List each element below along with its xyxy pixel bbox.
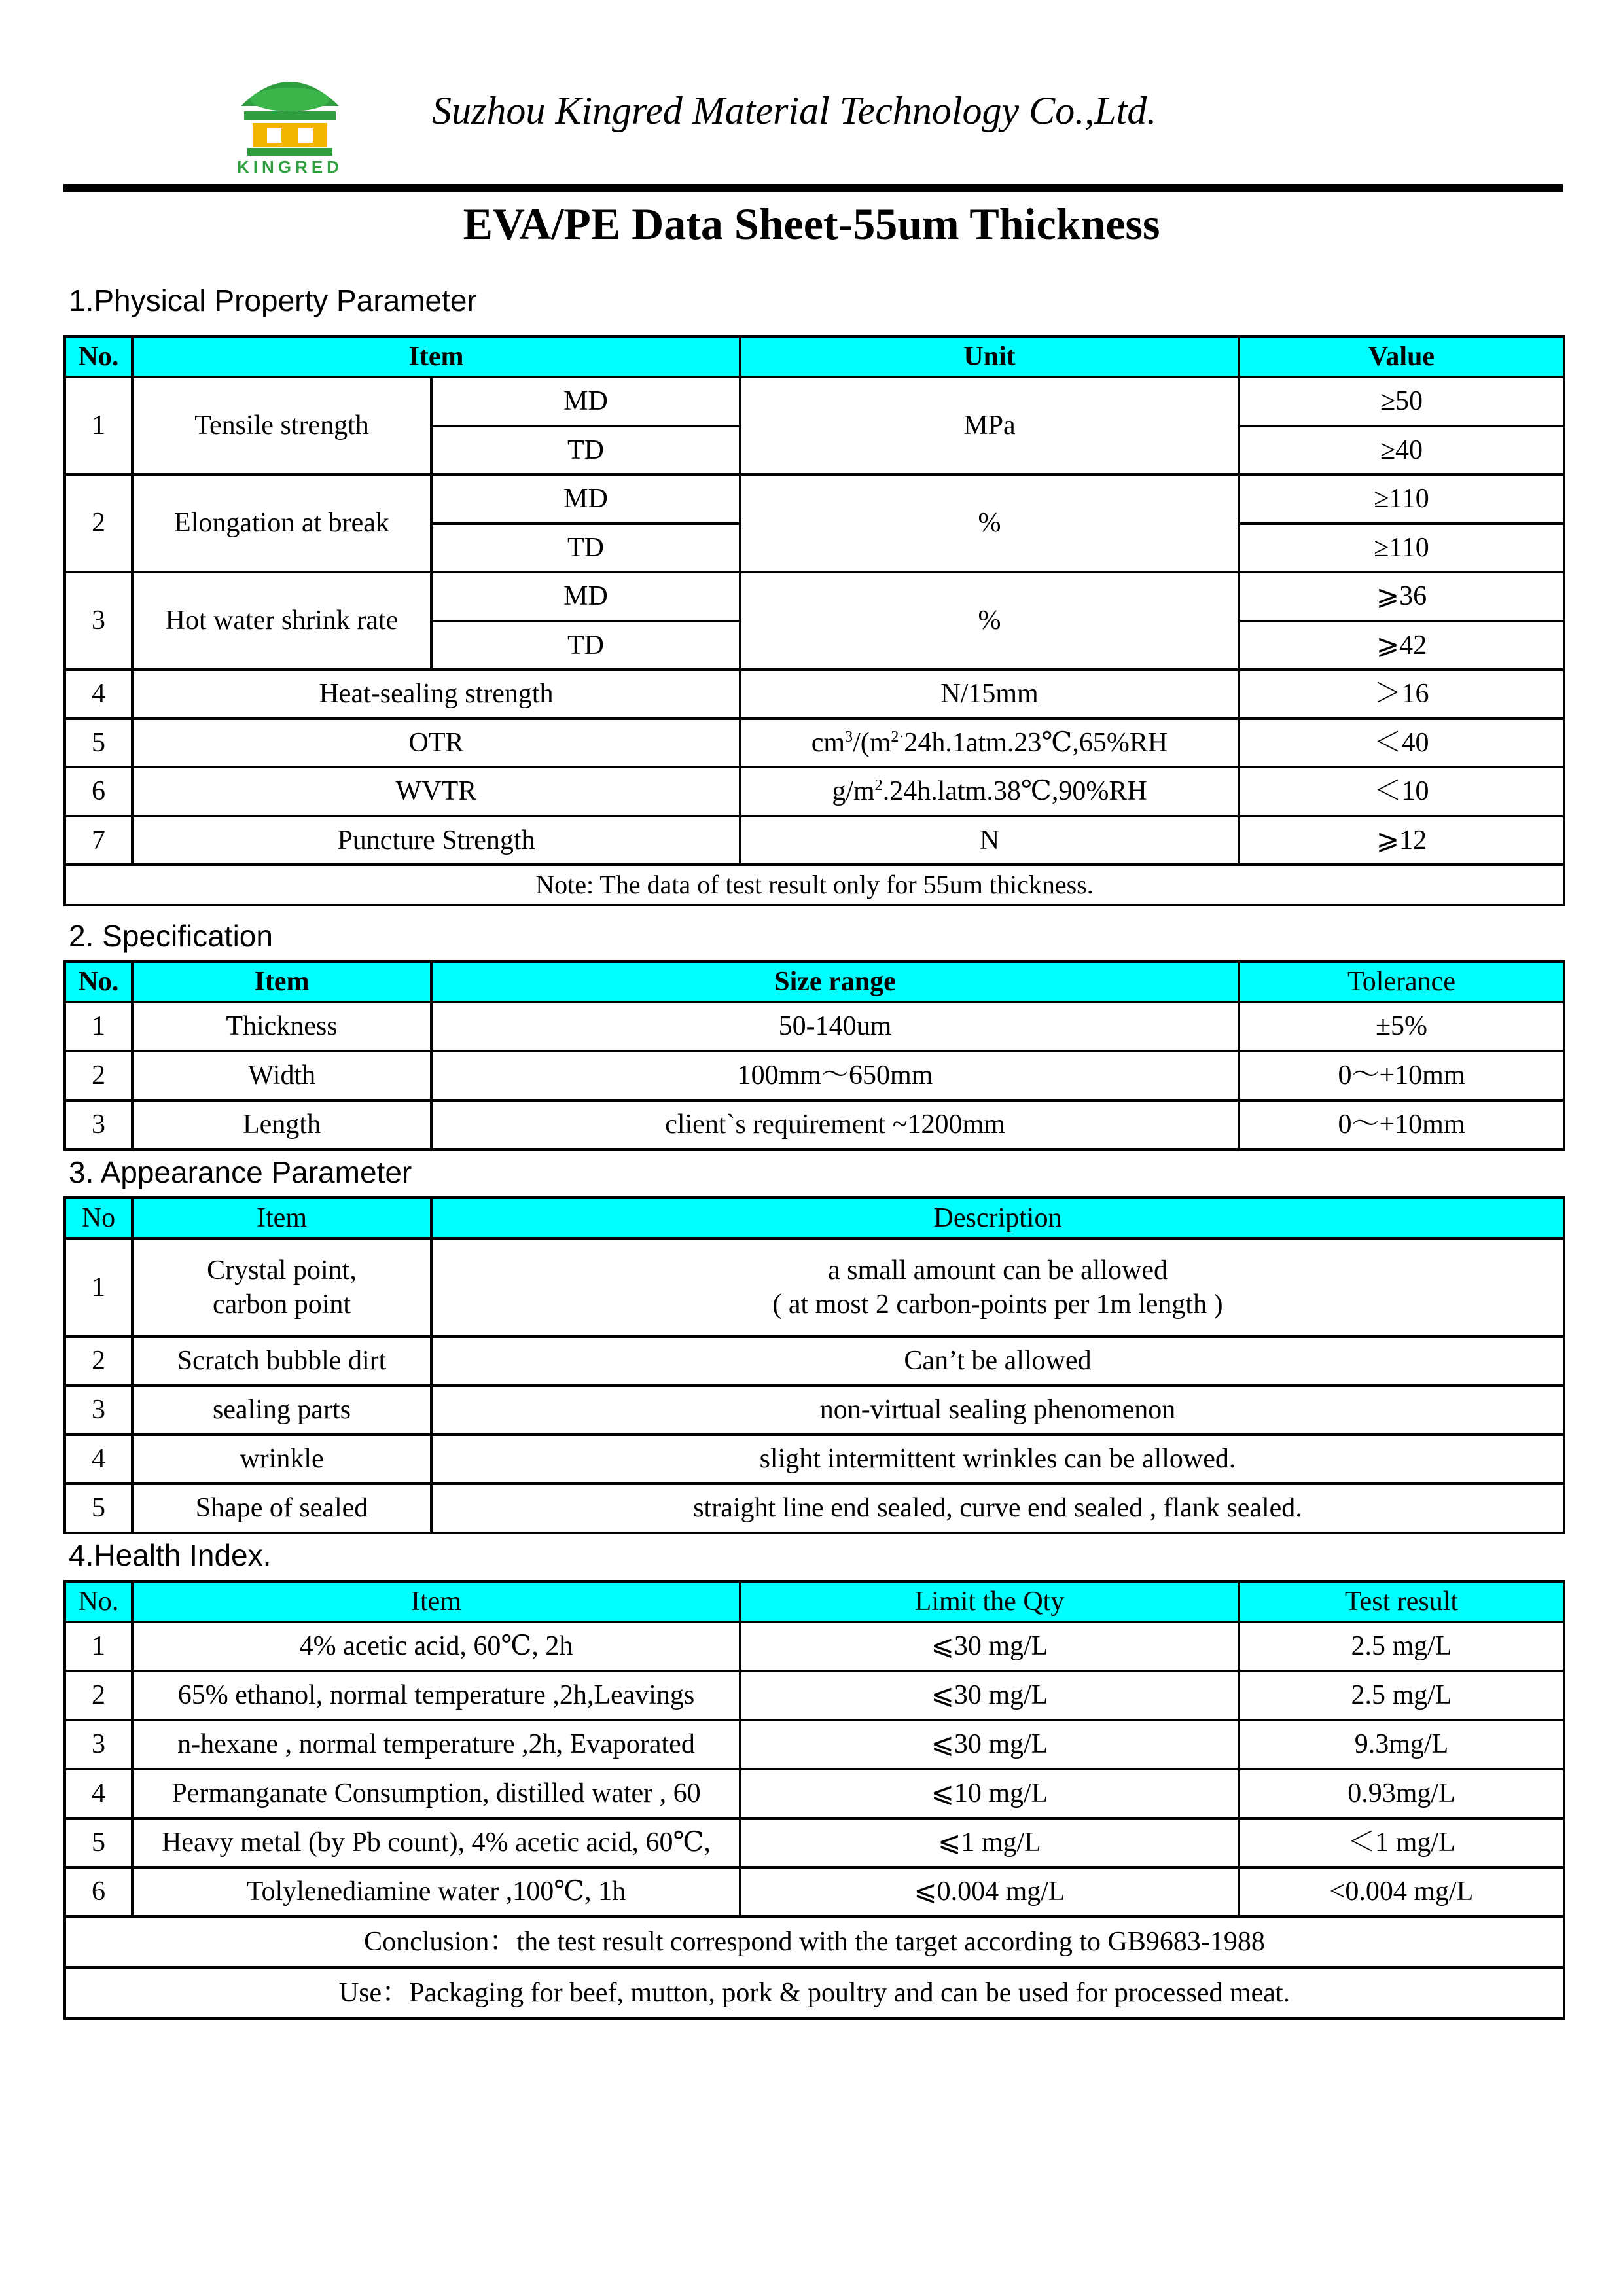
table-row xyxy=(65,1769,1564,1818)
row-no: 3 xyxy=(65,1386,132,1435)
row-result: <0.004 mg/L xyxy=(1239,1867,1564,1916)
row-value-td: ≥40 xyxy=(1239,426,1564,475)
row-item: Width xyxy=(132,1051,431,1100)
row-unit: % xyxy=(740,572,1239,670)
row-result: ＜1 mg/L xyxy=(1239,1818,1564,1867)
row-no: 6 xyxy=(65,767,132,816)
row-size: client`s requirement ~1200mm xyxy=(431,1100,1239,1149)
table-row xyxy=(65,1100,1564,1149)
row-unit: N xyxy=(740,816,1239,865)
row-no: 5 xyxy=(65,1818,132,1867)
row-value-td: ⩾42 xyxy=(1239,621,1564,670)
table-row xyxy=(65,1818,1564,1867)
table-row xyxy=(65,1002,1564,1051)
conclusion-row xyxy=(65,1916,1564,1967)
table-row xyxy=(65,1671,1564,1720)
row-description-line: a small amount can be allowed xyxy=(828,1255,1168,1285)
row-no: 1 xyxy=(65,1238,132,1336)
row-size: 100mm～650mm xyxy=(431,1051,1239,1100)
row-description: slight intermittent wrinkles can be allowed. xyxy=(431,1435,1564,1484)
row-tolerance: 0～+10mm xyxy=(1239,1100,1564,1149)
row-value-md: ≥50 xyxy=(1239,377,1564,426)
row-item: Elongation at break xyxy=(132,475,431,572)
section-heading-health: 4.Health Index. xyxy=(69,1538,272,1572)
row-no: 6 xyxy=(65,1867,132,1916)
company-name: Suzhou Kingred Material Technology Co.,Ltd. xyxy=(432,89,1157,132)
row-item: Permanganate Consumption, distilled water , 60 xyxy=(132,1769,740,1818)
header-item: Item xyxy=(132,961,431,1002)
row-unit xyxy=(740,719,1239,767)
table-row xyxy=(65,1435,1564,1484)
row-item: wrinkle xyxy=(132,1435,431,1484)
kingred-logo-icon xyxy=(228,65,352,177)
row-limit: ⩽30 mg/L xyxy=(740,1671,1239,1720)
row-tolerance: ±5% xyxy=(1239,1002,1564,1051)
row-item: n-hexane , normal temperature ,2h, Evaporated xyxy=(132,1720,740,1769)
row-item: Tensile strength xyxy=(132,377,431,475)
direction-td: TD xyxy=(431,426,740,475)
row-item xyxy=(132,1238,431,1336)
row-item: sealing parts xyxy=(132,1386,431,1435)
row-limit: ⩽1 mg/L xyxy=(740,1818,1239,1867)
section-heading-specification: 2. Specification xyxy=(69,919,273,953)
row-value: ＜40 xyxy=(1239,719,1564,767)
row-item: Scratch bubble dirt xyxy=(132,1336,431,1386)
unit-part: .24h.latm.38℃,90%RH xyxy=(882,776,1147,807)
header-unit: Unit xyxy=(740,336,1239,377)
specification-table xyxy=(63,960,1565,1151)
table-row xyxy=(65,1336,1564,1386)
table-note: Note: The data of test result only for 55um thickness. xyxy=(65,865,1564,905)
direction-md: MD xyxy=(431,377,740,426)
table-row xyxy=(65,1867,1564,1916)
row-result: 9.3mg/L xyxy=(1239,1720,1564,1769)
row-no: 4 xyxy=(65,670,132,719)
row-no: 7 xyxy=(65,816,132,865)
row-no: 3 xyxy=(65,1100,132,1149)
table-row xyxy=(65,1484,1564,1533)
table-header-row xyxy=(65,1198,1564,1238)
table-row xyxy=(65,767,1564,816)
row-description xyxy=(431,1238,1564,1336)
physical-property-table xyxy=(63,335,1565,906)
row-item-line: Crystal point, xyxy=(207,1255,357,1285)
table-header-row xyxy=(65,961,1564,1002)
row-no: 5 xyxy=(65,719,132,767)
row-no: 4 xyxy=(65,1435,132,1484)
header-no: No. xyxy=(65,336,132,377)
health-index-table xyxy=(63,1580,1565,2020)
row-unit: MPa xyxy=(740,377,1239,475)
row-description: straight line end sealed, curve end sealed , flank sealed. xyxy=(431,1484,1564,1533)
row-size: 50-140um xyxy=(431,1002,1239,1051)
row-description: non-virtual sealing phenomenon xyxy=(431,1386,1564,1435)
row-no: 3 xyxy=(65,572,132,670)
row-item: Hot water shrink rate xyxy=(132,572,431,670)
unit-part: /(m xyxy=(853,727,891,758)
header-divider xyxy=(63,184,1563,192)
page-title: EVA/PE Data Sheet-55um Thickness xyxy=(463,199,1160,249)
row-item: Length xyxy=(132,1100,431,1149)
row-no: 4 xyxy=(65,1769,132,1818)
row-no: 2 xyxy=(65,1671,132,1720)
row-value: ＜10 xyxy=(1239,767,1564,816)
row-item: Heat-sealing strength xyxy=(132,670,740,719)
table-row xyxy=(65,1238,1564,1336)
row-item: Puncture Strength xyxy=(132,816,740,865)
unit-part: cm xyxy=(811,727,846,758)
table-row xyxy=(65,1386,1564,1435)
row-item: WVTR xyxy=(132,767,740,816)
header-item: Item xyxy=(132,1581,740,1622)
row-no: 1 xyxy=(65,1622,132,1671)
company-logo xyxy=(228,65,352,177)
direction-td: TD xyxy=(431,621,740,670)
row-no: 2 xyxy=(65,475,132,572)
row-value-td: ≥110 xyxy=(1239,524,1564,572)
row-result: 2.5 mg/L xyxy=(1239,1622,1564,1671)
row-tolerance: 0～+10mm xyxy=(1239,1051,1564,1100)
row-item: OTR xyxy=(132,719,740,767)
row-item: 4% acetic acid, 60℃, 2h xyxy=(132,1622,740,1671)
unit-superscript: 2· xyxy=(891,728,904,745)
table-row xyxy=(65,377,1564,426)
table-row xyxy=(65,475,1564,524)
row-value-md: ≥110 xyxy=(1239,475,1564,524)
logo-wordmark: KINGRED xyxy=(237,157,343,177)
header-no: No. xyxy=(65,961,132,1002)
header-limit: Limit the Qty xyxy=(740,1581,1239,1622)
section-heading-physical: 1.Physical Property Parameter xyxy=(69,283,477,317)
row-item: Shape of sealed xyxy=(132,1484,431,1533)
conclusion-text: Conclusion：the test result correspond with the target according to GB9683-1988 xyxy=(65,1916,1564,1967)
row-unit: % xyxy=(740,475,1239,572)
table-row xyxy=(65,1622,1564,1671)
header-result: Test result xyxy=(1239,1581,1564,1622)
row-no: 2 xyxy=(65,1336,132,1386)
header-value: Value xyxy=(1239,336,1564,377)
header-description: Description xyxy=(431,1198,1564,1238)
row-result: 2.5 mg/L xyxy=(1239,1671,1564,1720)
row-limit: ⩽10 mg/L xyxy=(740,1769,1239,1818)
row-no: 3 xyxy=(65,1720,132,1769)
row-unit: N/15mm xyxy=(740,670,1239,719)
use-row xyxy=(65,1967,1564,2018)
table-row xyxy=(65,670,1564,719)
row-limit: ⩽0.004 mg/L xyxy=(740,1867,1239,1916)
row-limit: ⩽30 mg/L xyxy=(740,1622,1239,1671)
row-limit: ⩽30 mg/L xyxy=(740,1720,1239,1769)
header-no: No. xyxy=(65,1581,132,1622)
table-row xyxy=(65,1051,1564,1100)
table-row xyxy=(65,816,1564,865)
unit-part: 24h.1atm.23℃,65%RH xyxy=(904,727,1168,758)
header-size-range: Size range xyxy=(431,961,1239,1002)
direction-md: MD xyxy=(431,572,740,621)
row-value: ＞16 xyxy=(1239,670,1564,719)
table-header-row xyxy=(65,336,1564,377)
table-row xyxy=(65,1720,1564,1769)
row-no: 5 xyxy=(65,1484,132,1533)
header-tolerance: Tolerance xyxy=(1239,961,1564,1002)
row-item: Thickness xyxy=(132,1002,431,1051)
header-item: Item xyxy=(132,1198,431,1238)
row-result: 0.93mg/L xyxy=(1239,1769,1564,1818)
row-description-line: ( at most 2 carbon-points per 1m length ) xyxy=(772,1289,1223,1319)
header-no: No xyxy=(65,1198,132,1238)
unit-part: g/m xyxy=(832,776,875,807)
section-heading-appearance: 3. Appearance Parameter xyxy=(69,1155,412,1189)
row-value: ⩾12 xyxy=(1239,816,1564,865)
row-no: 1 xyxy=(65,377,132,475)
use-text: Use：Packaging for beef, mutton, pork & poultry and can be used for processed meat. xyxy=(65,1967,1564,2018)
direction-td: TD xyxy=(431,524,740,572)
table-note-row xyxy=(65,865,1564,905)
row-item: Tolylenediamine water ,100℃, 1h xyxy=(132,1867,740,1916)
row-description: Can’t be allowed xyxy=(431,1336,1564,1386)
unit-superscript: 2 xyxy=(874,777,883,795)
unit-superscript: 3 xyxy=(845,728,853,745)
row-item: 65% ethanol, normal temperature ,2h,Leavings xyxy=(132,1671,740,1720)
row-no: 1 xyxy=(65,1002,132,1051)
table-row xyxy=(65,572,1564,621)
row-value-md: ⩾36 xyxy=(1239,572,1564,621)
appearance-table xyxy=(63,1196,1565,1534)
table-row xyxy=(65,719,1564,767)
row-no: 2 xyxy=(65,1051,132,1100)
row-unit xyxy=(740,767,1239,816)
header-item: Item xyxy=(132,336,740,377)
table-header-row xyxy=(65,1581,1564,1622)
direction-md: MD xyxy=(431,475,740,524)
row-item-line: carbon point xyxy=(212,1289,351,1319)
row-item: Heavy metal (by Pb count), 4% acetic acid, 60℃, xyxy=(132,1818,740,1867)
